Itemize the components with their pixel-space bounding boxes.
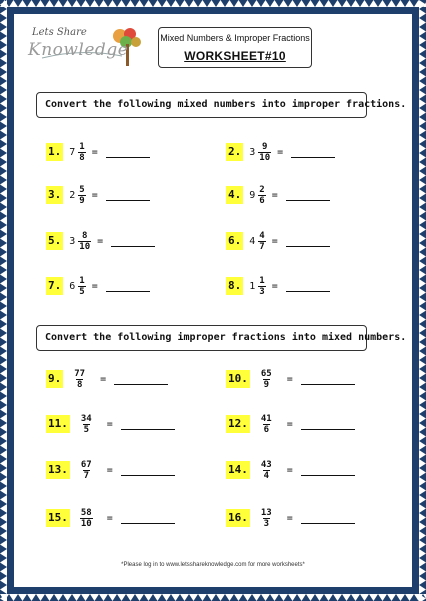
question-number: 9.	[46, 370, 63, 388]
equals-sign: =	[271, 189, 278, 201]
whole-part: 3	[69, 235, 76, 247]
fraction	[80, 414, 93, 435]
question-13	[46, 455, 175, 485]
question-number: 4.	[226, 186, 243, 204]
equals-sign: =	[286, 418, 293, 430]
answer-blank[interactable]	[106, 190, 150, 201]
denominator: 8	[76, 379, 83, 390]
equals-sign: =	[91, 280, 98, 292]
denominator: 8	[79, 152, 85, 163]
numerator: 77	[74, 368, 86, 379]
denominator: 10	[80, 518, 92, 529]
answer-blank[interactable]	[301, 419, 355, 430]
footer-note: *Please log in to www.letsshareknowledge.com for more worksheets*	[121, 562, 305, 568]
numerator: 5	[79, 184, 85, 195]
question-6	[226, 226, 330, 256]
whole-part: 4	[249, 235, 256, 247]
question-5	[46, 226, 155, 256]
question-10	[226, 364, 355, 394]
numerator: 13	[260, 507, 272, 518]
numerator: 1	[259, 275, 265, 286]
denominator: 6	[259, 195, 265, 206]
answer-blank[interactable]	[286, 190, 330, 201]
denominator: 7	[83, 470, 89, 481]
numerator: 4	[259, 230, 265, 241]
equals-sign: =	[286, 464, 293, 476]
site-logo	[22, 22, 142, 74]
mixed-number	[249, 142, 271, 163]
equals-sign: =	[271, 280, 278, 292]
question-number: 6.	[226, 232, 243, 250]
answer-blank[interactable]	[301, 374, 355, 385]
denominator: 3	[263, 518, 269, 529]
question-number: 13.	[46, 461, 70, 479]
numerator: 8	[81, 230, 88, 241]
denominator: 3	[259, 286, 265, 297]
question-3	[46, 180, 150, 210]
question-number: 5.	[46, 232, 63, 250]
answer-blank[interactable]	[106, 147, 150, 158]
mixed-number	[69, 231, 91, 252]
denominator: 9	[79, 195, 85, 206]
mixed-number	[249, 231, 265, 252]
question-number: 3.	[46, 186, 63, 204]
numerator: 41	[260, 413, 272, 424]
fraction	[258, 142, 271, 163]
denominator: 10	[259, 152, 271, 163]
numerator: 67	[80, 459, 92, 470]
whole-part: 3	[249, 146, 256, 158]
answer-blank[interactable]	[111, 236, 155, 247]
fraction	[80, 460, 93, 481]
question-9	[46, 364, 168, 394]
whole-part: 6	[69, 280, 76, 292]
fraction	[78, 142, 85, 163]
instruction-box-2: Convert the following improper fractions into mixed numbers.	[36, 325, 367, 351]
question-2	[226, 137, 335, 167]
question-number: 1.	[46, 143, 63, 161]
fraction	[78, 185, 85, 206]
question-number: 11.	[46, 415, 70, 433]
equals-sign: =	[286, 373, 293, 385]
equals-sign: =	[100, 373, 107, 385]
fraction	[260, 369, 273, 390]
fraction	[260, 460, 273, 481]
question-number: 2.	[226, 143, 243, 161]
whole-part: 7	[69, 146, 76, 158]
answer-blank[interactable]	[121, 419, 175, 430]
numerator: 1	[79, 141, 85, 152]
logo-text-top: Lets Share	[32, 27, 87, 38]
answer-blank[interactable]	[301, 465, 355, 476]
equals-sign: =	[97, 235, 104, 247]
equals-sign: =	[271, 235, 278, 247]
numerator: 1	[79, 275, 85, 286]
question-7	[46, 271, 150, 301]
denominator: 9	[263, 379, 269, 390]
numerator: 34	[80, 413, 92, 424]
denominator: 6	[263, 424, 269, 435]
whole-part: 9	[249, 189, 256, 201]
fraction	[258, 231, 265, 252]
fraction	[73, 369, 86, 390]
question-11	[46, 409, 175, 439]
numerator: 58	[80, 507, 92, 518]
answer-blank[interactable]	[286, 281, 330, 292]
question-number: 10.	[226, 370, 250, 388]
equals-sign: =	[91, 146, 98, 158]
question-1	[46, 137, 150, 167]
denominator: 4	[263, 470, 269, 481]
fraction	[260, 508, 273, 529]
fraction	[78, 231, 91, 252]
answer-blank[interactable]	[301, 513, 355, 524]
instruction-box-1: Convert the following mixed numbers into improper fractions.	[36, 92, 367, 118]
whole-part: 2	[69, 189, 76, 201]
answer-blank[interactable]	[286, 236, 330, 247]
answer-blank[interactable]	[106, 281, 150, 292]
equals-sign: =	[106, 512, 113, 524]
question-number: 12.	[226, 415, 250, 433]
mixed-number	[249, 185, 265, 206]
answer-blank[interactable]	[121, 513, 175, 524]
question-number: 16.	[226, 509, 250, 527]
question-14	[226, 455, 355, 485]
answer-blank[interactable]	[114, 374, 168, 385]
numerator: 9	[261, 141, 268, 152]
whole-part: 1	[249, 280, 256, 292]
mixed-number	[69, 142, 85, 163]
fraction	[80, 508, 93, 529]
denominator: 5	[83, 424, 89, 435]
equals-sign: =	[106, 464, 113, 476]
question-15	[46, 503, 175, 533]
equals-sign: =	[286, 512, 293, 524]
question-number: 14.	[226, 461, 250, 479]
answer-blank[interactable]	[121, 465, 175, 476]
fraction	[258, 185, 265, 206]
worksheet-subtitle: Mixed Numbers & Improper Fractions	[160, 33, 310, 43]
equals-sign: =	[277, 146, 284, 158]
logo-text-main: Knowledge	[28, 40, 129, 60]
question-4	[226, 180, 330, 210]
fraction	[260, 414, 273, 435]
worksheet-title: WORKSHEET#10	[184, 49, 286, 63]
question-number: 8.	[226, 277, 243, 295]
denominator: 7	[259, 241, 265, 252]
denominator: 10	[79, 241, 91, 252]
denominator: 5	[79, 286, 85, 297]
question-16	[226, 503, 355, 533]
equals-sign: =	[106, 418, 113, 430]
question-12	[226, 409, 355, 439]
numerator: 2	[259, 184, 265, 195]
mixed-number	[249, 276, 265, 297]
title-box	[158, 27, 312, 68]
numerator: 43	[260, 459, 272, 470]
question-number: 7.	[46, 277, 63, 295]
fraction	[258, 276, 265, 297]
question-number: 15.	[46, 509, 70, 527]
question-8	[226, 271, 330, 301]
fraction	[78, 276, 85, 297]
numerator: 65	[260, 368, 272, 379]
equals-sign: =	[91, 189, 98, 201]
answer-blank[interactable]	[291, 147, 335, 158]
mixed-number	[69, 185, 85, 206]
mixed-number	[69, 276, 85, 297]
